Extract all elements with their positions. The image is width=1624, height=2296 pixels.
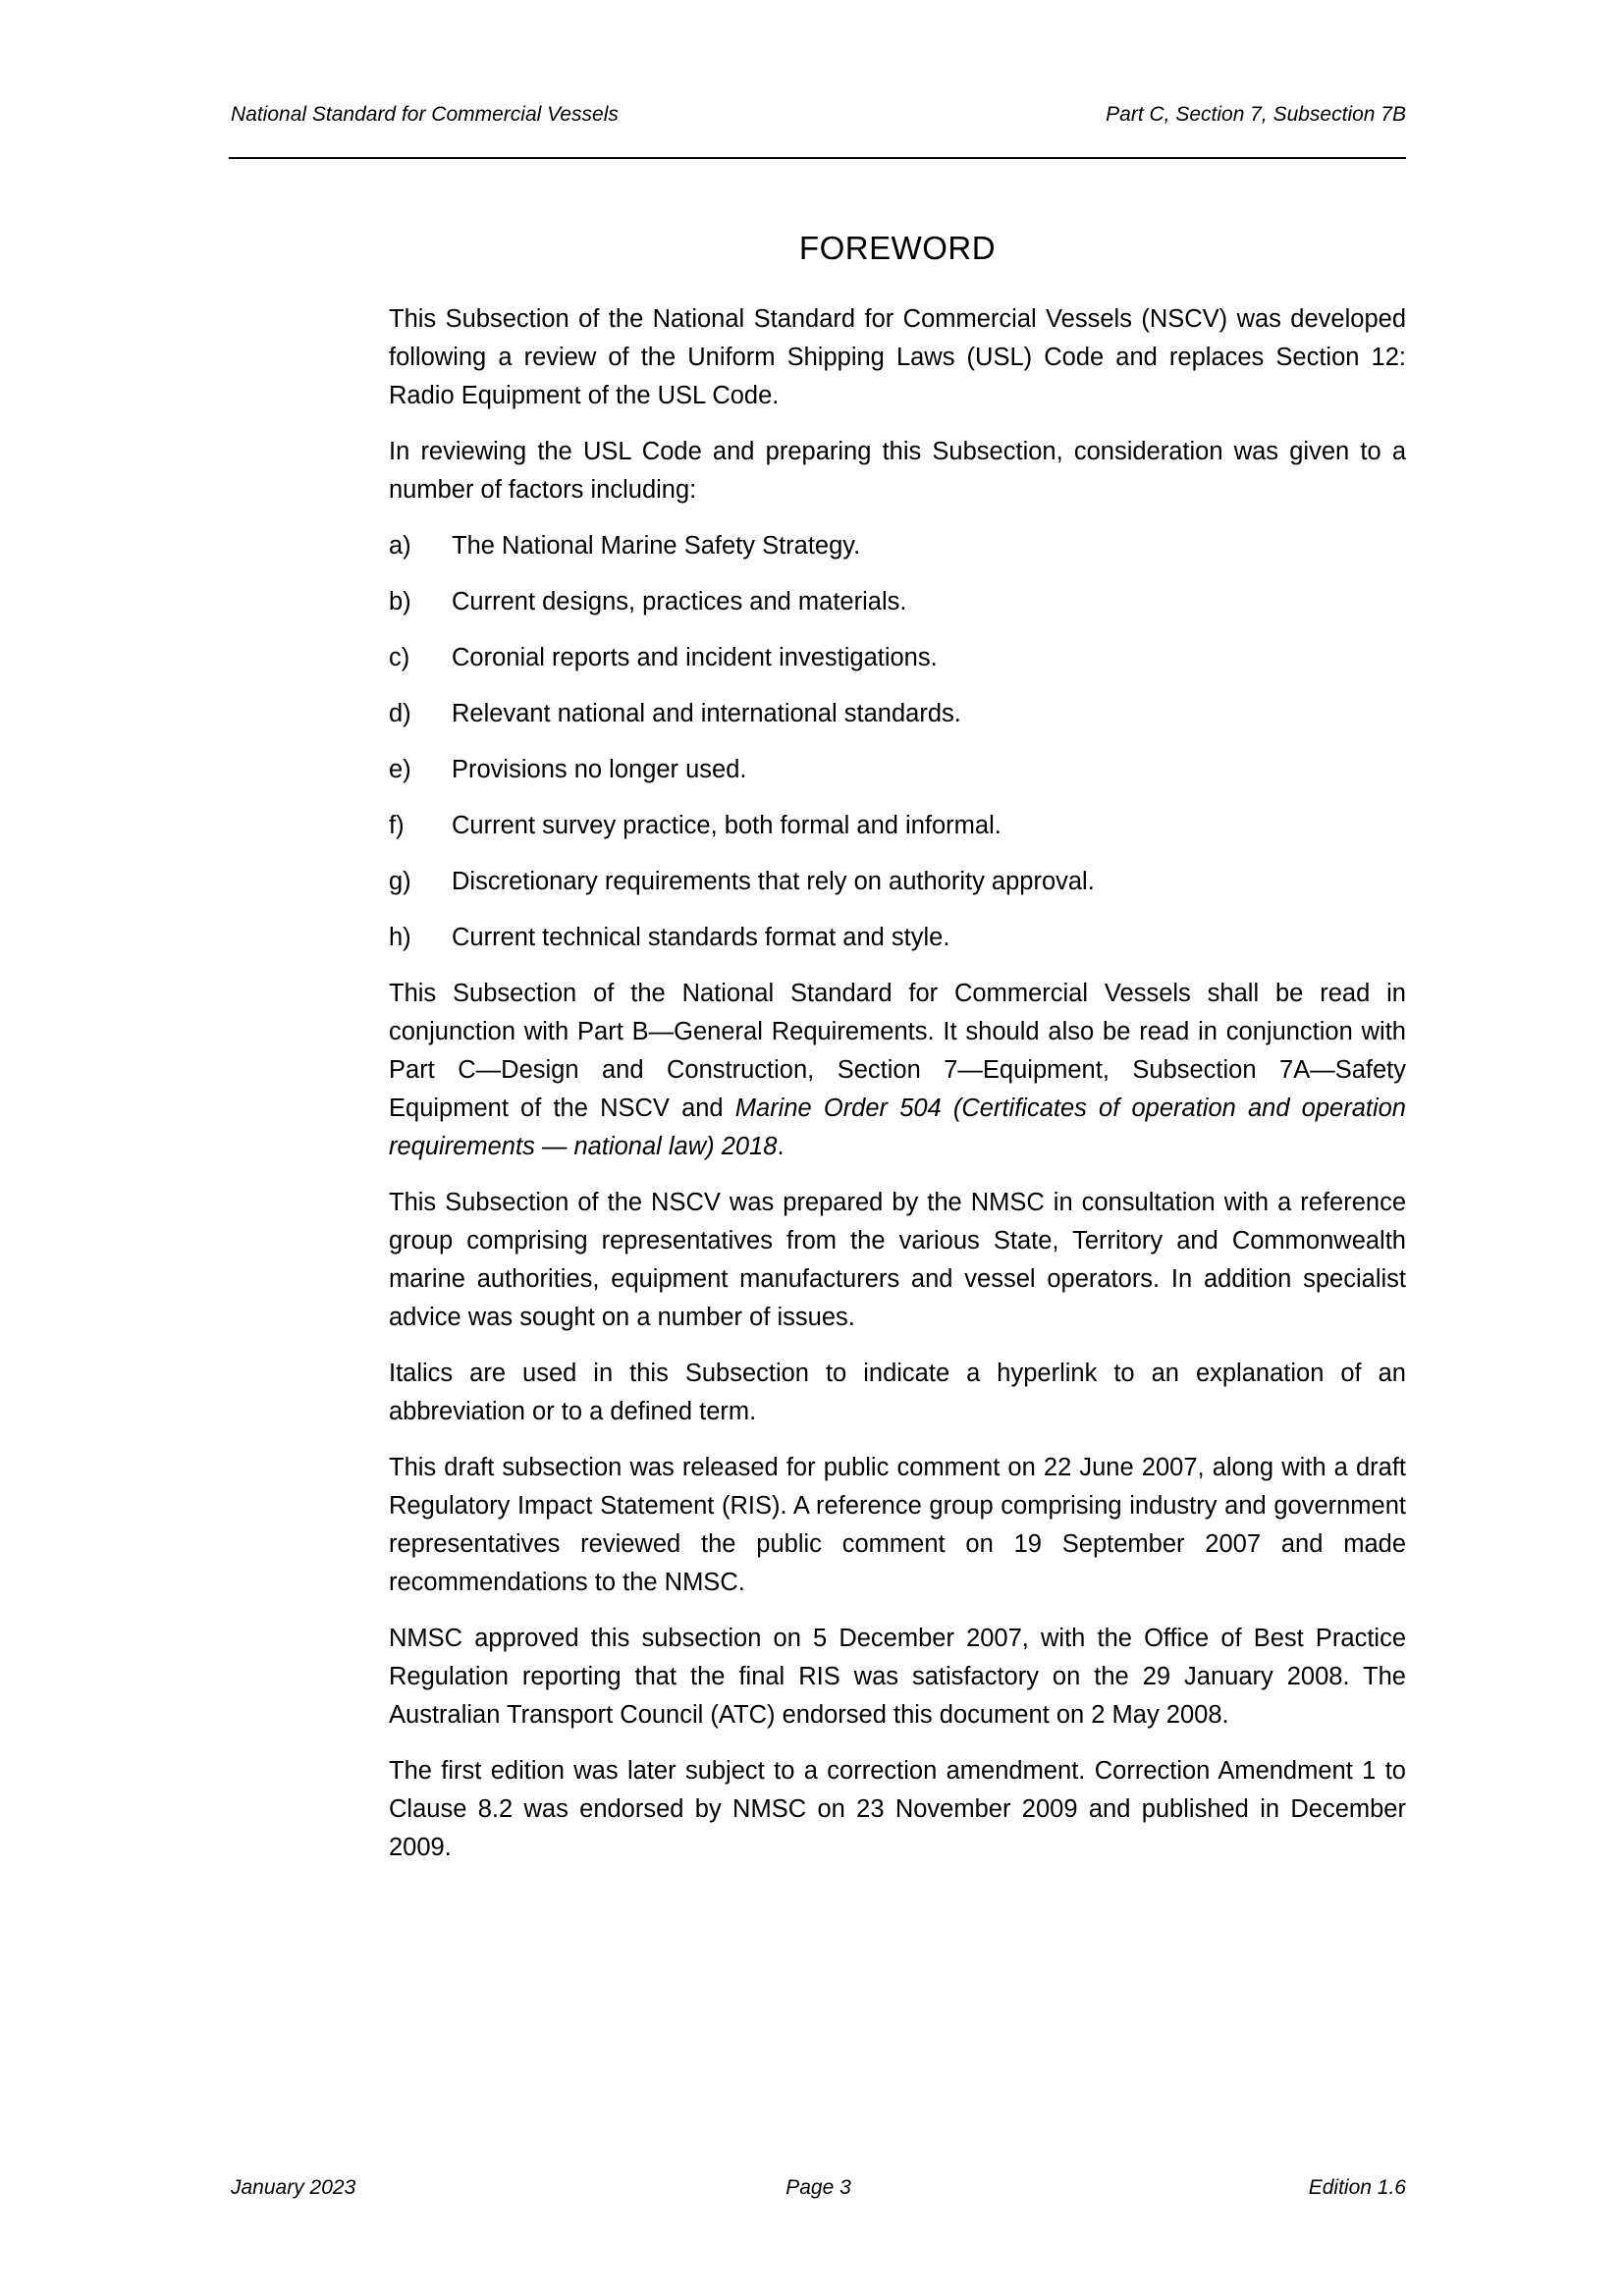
paragraph-italics-note: Italics are used in this Subsection to indicate a hyperlink to an explanation of an abbreviation or to a defined term.: [389, 1360, 1406, 1425]
list-item-text: Current survey practice, both formal and informal.: [452, 812, 1001, 839]
factors-list: [389, 527, 1406, 957]
list-marker: a): [389, 532, 411, 560]
footer-edition: Edition 1.6: [1308, 2176, 1406, 2199]
page-header: [231, 103, 1406, 133]
paragraph-approval: NMSC approved this subsection on 5 December 2007, with the Office of Best Practice Regulation reporting that the final RIS was satisfactory on the 29 January 2008. The Australian Transport Council (ATC) endorsed this document on 2 May 2008.: [389, 1625, 1406, 1729]
list-marker: g): [389, 868, 411, 895]
list-item: [389, 751, 1406, 789]
list-item-text: Current technical standards format and style.: [452, 924, 950, 951]
marine-order-hyperlink[interactable]: Marine Order 504 (Certificates of operation and operation requirements — national law) 2018: [389, 1095, 1406, 1160]
list-item: [389, 583, 1406, 621]
list-marker: f): [389, 812, 405, 839]
list-marker: e): [389, 756, 411, 783]
list-item: [389, 695, 1406, 733]
paragraph-end-punctuation: .: [777, 1133, 785, 1160]
list-marker: c): [389, 644, 410, 671]
paragraph-factors-lead: In reviewing the USL Code and preparing this Subsection, consideration was given to a number of factors including:: [389, 438, 1406, 504]
list-item: [389, 863, 1406, 901]
foreword-body: [389, 300, 1406, 1885]
page-footer: [231, 2176, 1406, 2200]
footer-date: January 2023: [231, 2176, 356, 2199]
list-item: [389, 807, 1406, 845]
paragraph-read-in-conjunction: [389, 975, 1406, 1166]
paragraph-read-in-conjunction-text: This Subsection of the National Standard for Commercial Vessels shall be read in conjunction with Part B—General Requirements. It should also be read in conjunction with Part C—Design and Construction, Section 7—Equipment, Subsection 7A—Safety Equipment of the NSCV and: [389, 980, 1406, 1122]
list-item-text: Provisions no longer used.: [452, 756, 747, 783]
footer-page-number: Page 3: [785, 2176, 851, 2199]
list-item: [389, 919, 1406, 957]
header-document-title: National Standard for Commercial Vessels: [231, 103, 619, 126]
paragraph-public-comment: This draft subsection was released for public comment on 22 June 2007, along with a draft Regulatory Impact Statement (RIS). A reference group comprising industry and government representatives reviewed the public comment on 19 September 2007 and made recommendations to the NMSC.: [389, 1454, 1406, 1596]
header-section-reference: Part C, Section 7, Subsection 7B: [1106, 103, 1406, 126]
list-item-text: Relevant national and international standards.: [452, 700, 961, 727]
list-marker: h): [389, 924, 411, 951]
paragraph-correction-amendment: The first edition was later subject to a correction amendment. Correction Amendment 1 to Clause 8.2 was endorsed by NMSC on 23 November 2009 and published in December 2009.: [389, 1757, 1406, 1861]
list-marker: b): [389, 588, 411, 615]
list-item: [389, 527, 1406, 565]
header-divider: [229, 157, 1406, 159]
list-item: [389, 639, 1406, 677]
paragraph-intro: This Subsection of the National Standard for Commercial Vessels (NSCV) was developed following a review of the Uniform Shipping Laws (USL) Code and replaces Section 12: Radio Equipment of the USL Code.: [389, 305, 1406, 409]
list-item-text: Discretionary requirements that rely on authority approval.: [452, 868, 1095, 895]
list-item-text: Current designs, practices and materials.: [452, 588, 907, 615]
list-marker: d): [389, 700, 411, 727]
page-title: FOREWORD: [798, 230, 997, 266]
list-item-text: The National Marine Safety Strategy.: [452, 532, 861, 560]
paragraph-preparation: This Subsection of the NSCV was prepared by the NMSC in consultation with a reference group comprising representatives from the various State, Territory and Commonwealth marine authorities, equipment manufacturers and vessel operators. In addition specialist advice was sought on a number of issues.: [389, 1189, 1406, 1331]
list-item-text: Coronial reports and incident investigations.: [452, 644, 938, 671]
